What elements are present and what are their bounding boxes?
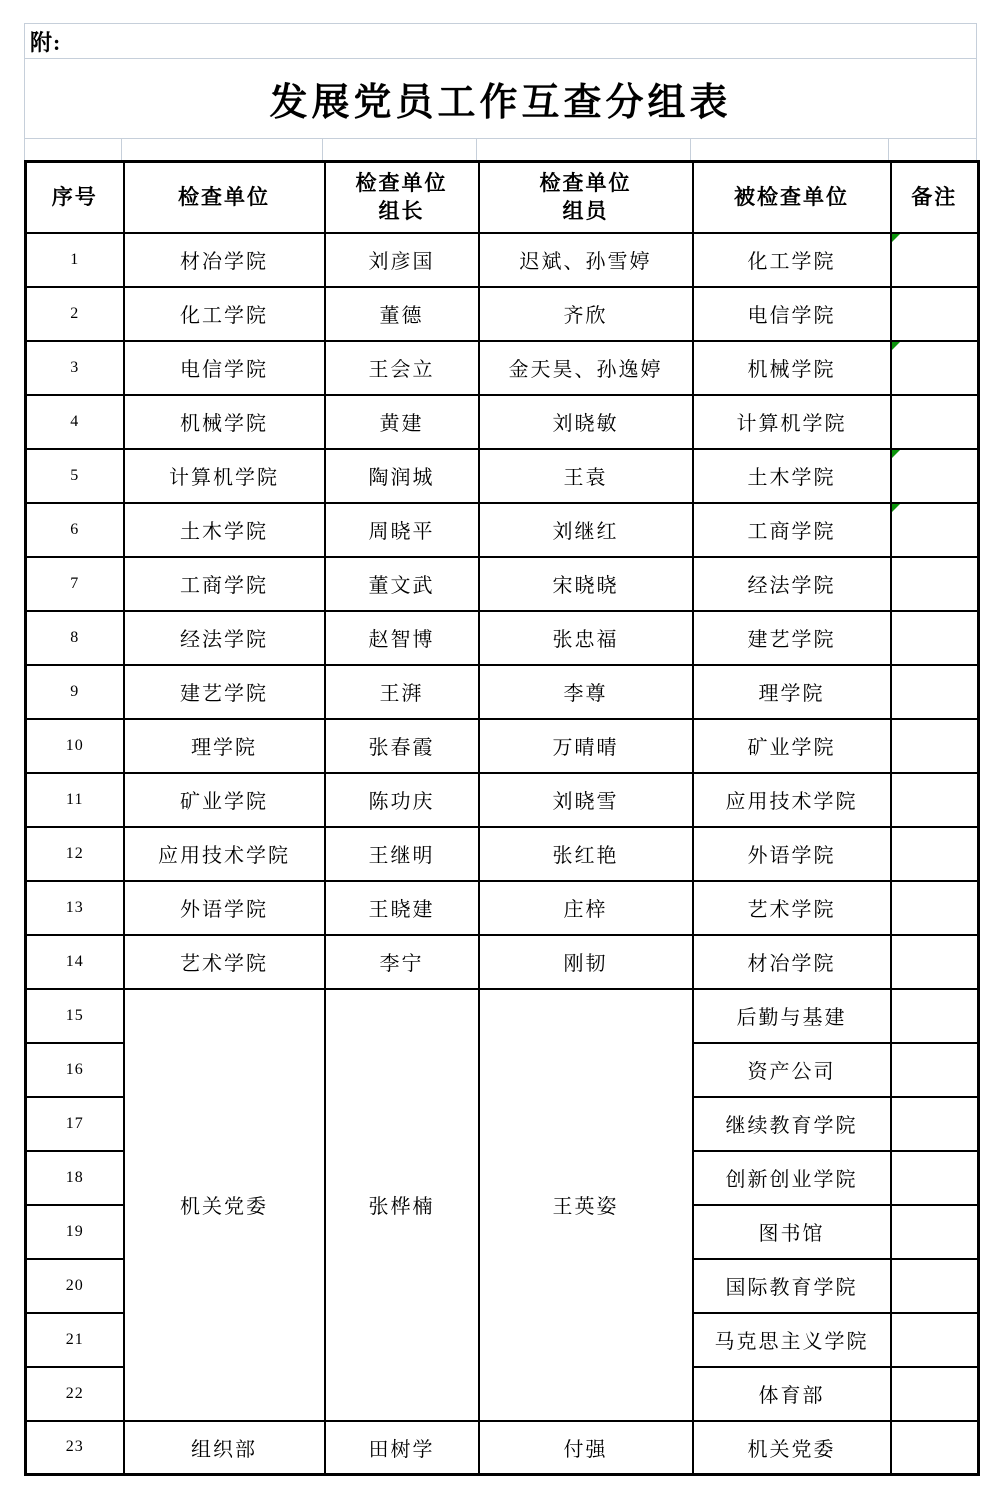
cell-member: 迟斌、孙雪婷 [479,233,693,287]
cell-inspected-unit: 外语学院 [693,827,891,881]
cell-inspect-unit: 电信学院 [124,341,325,395]
table-row [26,935,979,989]
cell-inspect-unit: 土木学院 [124,503,325,557]
cell-inspect-unit: 外语学院 [124,881,325,935]
cell-leader: 董文武 [325,557,479,611]
cell-inspect-unit: 建艺学院 [124,665,325,719]
cell-inspect-unit: 组织部 [124,1421,325,1475]
cell-inspect-unit: 矿业学院 [124,773,325,827]
cell-index: 10 [26,719,124,773]
cell-inspected-unit: 电信学院 [693,287,891,341]
cell-remark [891,665,979,719]
cell-inspected-unit: 机关党委 [693,1421,891,1475]
cell-index: 14 [26,935,124,989]
col-header-member-line1: 检查单位 [539,170,632,195]
cell-inspect-unit: 理学院 [124,719,325,773]
cell-inspected-unit: 土木学院 [693,449,891,503]
cell-index: 3 [26,341,124,395]
table-row [26,989,979,1043]
attachment-label: 附: [24,23,977,59]
cell-leader: 刘彦国 [325,233,479,287]
cell-leader: 王继明 [325,827,479,881]
cell-index: 16 [26,1043,124,1097]
cell-leader: 周晓平 [325,503,479,557]
cell-remark [891,1205,979,1259]
cell-member: 庄梓 [479,881,693,935]
cell-remark [891,503,979,557]
cell-inspected-unit: 继续教育学院 [693,1097,891,1151]
cell-index: 4 [26,395,124,449]
cell-inspected-unit: 艺术学院 [693,881,891,935]
cell-member: 齐欣 [479,287,693,341]
cell-index: 12 [26,827,124,881]
cell-remark [891,719,979,773]
cell-member: 李尊 [479,665,693,719]
spreadsheet-area [24,23,977,1476]
cell-remark [891,1043,979,1097]
cell-member: 王袁 [479,449,693,503]
cell-member: 刚韧 [479,935,693,989]
cell-inspected-unit: 创新创业学院 [693,1151,891,1205]
cell-remark [891,1367,979,1421]
cell-inspected-unit: 国际教育学院 [693,1259,891,1313]
cell-member: 金天昊、孙逸婷 [479,341,693,395]
col-header-member-line2: 组员 [562,199,609,224]
cell-index: 9 [26,665,124,719]
col-header-remark: 备注 [891,162,979,233]
cell-leader: 王湃 [325,665,479,719]
cell-remark [891,1151,979,1205]
table-row [26,233,979,287]
cell-inspected-unit: 建艺学院 [693,611,891,665]
cell-index: 13 [26,881,124,935]
table-row [26,503,979,557]
cell-index: 20 [26,1259,124,1313]
cell-leader: 陈功庆 [325,773,479,827]
error-indicator-icon [892,234,901,243]
cell-index: 23 [26,1421,124,1475]
cell-remark [891,341,979,395]
header-row [26,162,979,233]
col-header-leader-line1: 检查单位 [355,170,448,195]
col-header-leader [325,162,479,233]
table-row [26,557,979,611]
cell-leader: 陶润城 [325,449,479,503]
cell-member: 付强 [479,1421,693,1475]
cell-remark [891,773,979,827]
table-row [26,773,979,827]
cell-inspect-unit: 艺术学院 [124,935,325,989]
cell-inspected-unit: 经法学院 [693,557,891,611]
cell-remark [891,827,979,881]
cell-remark [891,287,979,341]
cell-inspected-unit: 计算机学院 [693,395,891,449]
cell-inspect-unit: 化工学院 [124,287,325,341]
cell-inspected-unit: 材冶学院 [693,935,891,989]
cell-leader-merged: 张桦楠 [325,989,479,1421]
cell-leader: 张春霞 [325,719,479,773]
cell-index: 8 [26,611,124,665]
cell-inspect-unit: 材冶学院 [124,233,325,287]
cell-index: 17 [26,1097,124,1151]
cell-remark [891,611,979,665]
cell-index: 6 [26,503,124,557]
cell-index: 19 [26,1205,124,1259]
table-row [26,1421,979,1475]
cell-index: 2 [26,287,124,341]
cell-member: 刘继红 [479,503,693,557]
cell-inspect-unit: 计算机学院 [124,449,325,503]
page-title: 发展党员工作互查分组表 [24,59,977,139]
cell-inspected-unit: 工商学院 [693,503,891,557]
cell-remark [891,935,979,989]
cell-leader: 田树学 [325,1421,479,1475]
cell-inspected-unit: 体育部 [693,1367,891,1421]
cell-inspect-unit: 经法学院 [124,611,325,665]
cell-index: 1 [26,233,124,287]
cell-leader: 赵智博 [325,611,479,665]
cell-remark [891,449,979,503]
cell-remark [891,1313,979,1367]
table-row [26,827,979,881]
grid-spacer-cell [24,139,122,160]
cell-index: 5 [26,449,124,503]
cell-remark [891,233,979,287]
table-row [26,395,979,449]
grid-spacer-cell [691,139,889,160]
cell-index: 11 [26,773,124,827]
cell-remark [891,989,979,1043]
col-header-member [479,162,693,233]
cell-inspect-unit-merged: 机关党委 [124,989,325,1421]
table-row [26,881,979,935]
cell-inspected-unit: 矿业学院 [693,719,891,773]
cell-index: 15 [26,989,124,1043]
cell-remark [891,395,979,449]
cell-inspected-unit: 理学院 [693,665,891,719]
cell-remark [891,1259,979,1313]
grid-spacer-cell [122,139,323,160]
cell-inspect-unit: 应用技术学院 [124,827,325,881]
cell-member: 宋晓晓 [479,557,693,611]
table-row [26,449,979,503]
cell-member: 万晴晴 [479,719,693,773]
col-header-index: 序号 [26,162,124,233]
cell-leader: 董德 [325,287,479,341]
col-header-leader-line2: 组长 [378,199,425,224]
cell-remark [891,881,979,935]
cell-inspect-unit: 机械学院 [124,395,325,449]
cell-member: 刘晓雪 [479,773,693,827]
cell-inspected-unit: 机械学院 [693,341,891,395]
table-row [26,665,979,719]
cell-inspected-unit: 应用技术学院 [693,773,891,827]
cell-inspected-unit: 图书馆 [693,1205,891,1259]
cell-remark [891,1097,979,1151]
cell-inspected-unit: 化工学院 [693,233,891,287]
cell-index: 21 [26,1313,124,1367]
cell-inspect-unit: 工商学院 [124,557,325,611]
cell-leader: 李宁 [325,935,479,989]
col-header-inspect-unit: 检查单位 [124,162,325,233]
grid-spacer-cell [323,139,477,160]
cell-leader: 王会立 [325,341,479,395]
cell-leader: 黄建 [325,395,479,449]
cell-remark [891,557,979,611]
cell-remark [891,1421,979,1475]
grid-spacer-cell [889,139,977,160]
col-header-inspected-unit: 被检查单位 [693,162,891,233]
cell-member: 张忠福 [479,611,693,665]
error-indicator-icon [892,342,901,351]
cell-inspected-unit: 资产公司 [693,1043,891,1097]
cell-member: 刘晓敏 [479,395,693,449]
cell-member: 张红艳 [479,827,693,881]
error-indicator-icon [892,450,901,459]
grouping-table [24,160,980,1476]
cell-member-merged: 王英姿 [479,989,693,1421]
cell-inspected-unit: 马克思主义学院 [693,1313,891,1367]
cell-leader: 王晓建 [325,881,479,935]
table-row [26,341,979,395]
grid-spacer [24,139,977,160]
table-row [26,287,979,341]
cell-index: 18 [26,1151,124,1205]
table-row [26,719,979,773]
grid-spacer-cell [477,139,691,160]
cell-index: 22 [26,1367,124,1421]
cell-inspected-unit: 后勤与基建 [693,989,891,1043]
error-indicator-icon [892,504,901,513]
cell-index: 7 [26,557,124,611]
table-row [26,611,979,665]
